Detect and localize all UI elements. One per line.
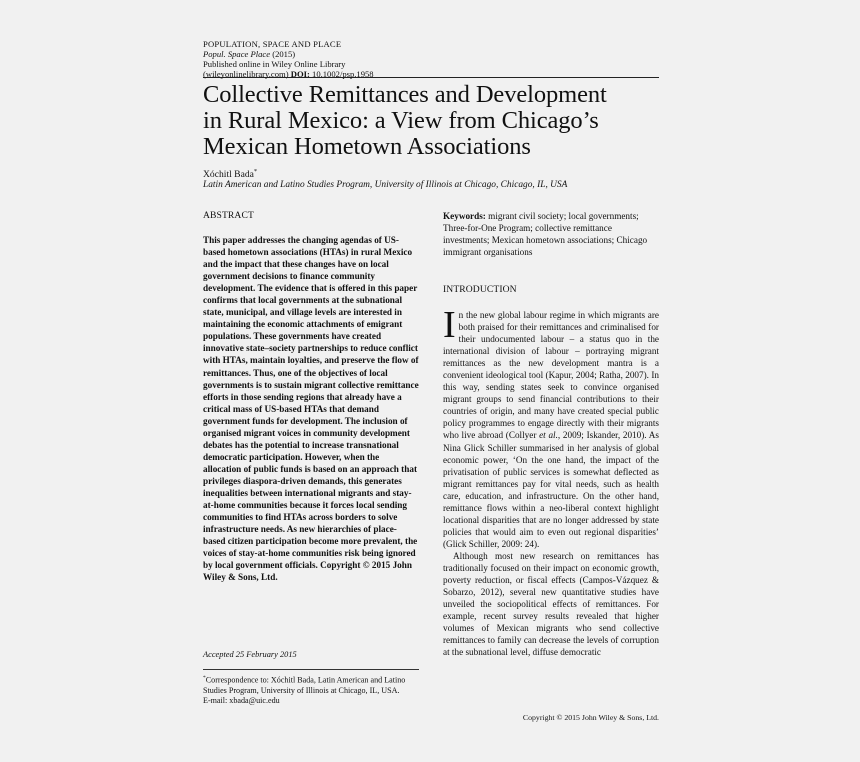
article-title (203, 82, 659, 160)
keywords-label: Keywords: (443, 211, 486, 221)
intro-paragraph-1 (443, 304, 660, 550)
author-name: Xóchitl Bada (203, 169, 254, 181)
journal-citation-year: (2015) (270, 49, 296, 59)
keywords (443, 210, 659, 258)
journal-metadata (203, 39, 659, 79)
header-rule (203, 77, 659, 78)
title-line-1: Collective Remittances and Development (203, 81, 607, 108)
intro-paragraph-1-etal: et al. (539, 430, 558, 441)
abstract-column (203, 210, 419, 583)
doi-label: DOI: (290, 69, 310, 79)
drop-cap: I (443, 304, 456, 346)
doi-link[interactable]: 10.1002/psp.1958 (312, 69, 374, 79)
footnote-rule (203, 669, 419, 670)
footnote-text: Correspondence to: Xóchitl Bada, Latin American and Latino Studies Program, University of Illinois at Chicago, IL, USA. (203, 675, 406, 695)
title-line-3: Mexican Hometown Associations (203, 133, 531, 160)
author-footnote-mark: * (253, 168, 258, 175)
intro-paragraph-2: Although most new research on remittances has traditionally focused on their impact on economic growth, poverty reduction, or fiscal effects (Campos-Vázquez & Sobarzo, 2012), several new quantitative studies have unveiled the sociopolitical effects of remittances. For example, recent survey results revealed that higher volumes of Mexican migrants who send collective remittances to family can decrease the levels of corruption at the subnational level, diffuse democratic (443, 550, 659, 658)
introduction-body (443, 304, 660, 658)
journal-site: (wileyonlinelibrary.com) (203, 69, 289, 79)
correspondence-footnote (203, 673, 419, 706)
keywords-text: migrant civil society; local governments; Three-for-One Program; collective remittance investments; Mexican hometown associations; Chicago immigrant organisations (443, 211, 648, 257)
journal-name: POPULATION, SPACE AND PLACE (203, 39, 342, 49)
copyright-notice: Copyright © 2015 John Wiley & Sons, Ltd. (522, 713, 659, 722)
author-line (203, 166, 257, 180)
footnote-mark: * (203, 675, 206, 681)
title-line-2: in Rural Mexico: a View from Chicago’s (203, 107, 599, 134)
abstract-body: This paper addresses the changing agendas of US-based hometown associations (HTAs) in rural Mexico and the impact that these changes have on local government decisions to finance community development. The evidence that is offered in this paper confirms that local governments at the subnational state, municipal, and village levels are interested in maintaining the economic attachments of emigrant populations. These governments have created innovative state–society partnerships to reduce conflict with HTAs, maintain loyalties, and preserve the flow of remittances. Thus, one of the objectives of local governments is to sustain migrant collective remittance efforts in those sending regions that already have a critical mass of US-based HTAs that demand government funds for development. The inclusion of organised migrant voices in community development debates has the potential to increase transnational democratic participation. However, when the allocation of public funds is based on an approach that privileges diaspora-driven demands, this generates inequalities between international migrants and stay-at-home communities because it forces local sending communities to find HTAs across borders to solve infrastructure needs. As new hierarchies of place-based citizen participation become more prevalent, the voices of stay-at-home communities risk being ignored by local government officials. Copyright © 2015 John Wiley & Sons, Ltd. (203, 235, 419, 583)
journal-citation (203, 49, 659, 59)
introduction-heading: INTRODUCTION (443, 284, 517, 295)
author-affiliation: Latin American and Latino Studies Program, University of Illinois at Chicago, Chicago, IL, USA (203, 180, 568, 190)
published-online-line: Published online in Wiley Online Library (203, 59, 346, 69)
accepted-date: Accepted 25 February 2015 (203, 650, 297, 659)
right-column (443, 210, 660, 658)
journal-citation-abbrev: Popul. Space Place (203, 49, 271, 59)
intro-paragraph-1-pre: n the new global labour regime in which migrants are both praised for their remittances and criminalised for their undocumented labour – a status quo in the international division of labour – portraying migrant remittances as the new development mantra is a convenient ideological tool (Kapur, 2004; Ratha, 2007). In this way, sending states seek to convince organised migrant groups to send financial contributions to their countries of origin, and many have created special public policy programmes to engage directly with their migrants who live abroad (Collyer (443, 310, 659, 441)
intro-paragraph-1-post: , 2009; Iskander, 2010). As Nina Glick Schiller summarised in her analysis of global economic power, ‘On the one hand, the impact of the privatisation of public services is somewhat deflected as migrant remittances pay for vital needs, such as health care, education, and infrastructure. On the other hand, remittance flows within a neo-liberal context highlight locational disparities that are no longer addressed by state policies that would aim to even out regional disparities’ (Glick Schiller, 2009: 24). (443, 430, 660, 549)
footnote-email[interactable]: E-mail: xbada@uic.edu (203, 695, 280, 705)
abstract-heading: ABSTRACT (203, 210, 254, 221)
